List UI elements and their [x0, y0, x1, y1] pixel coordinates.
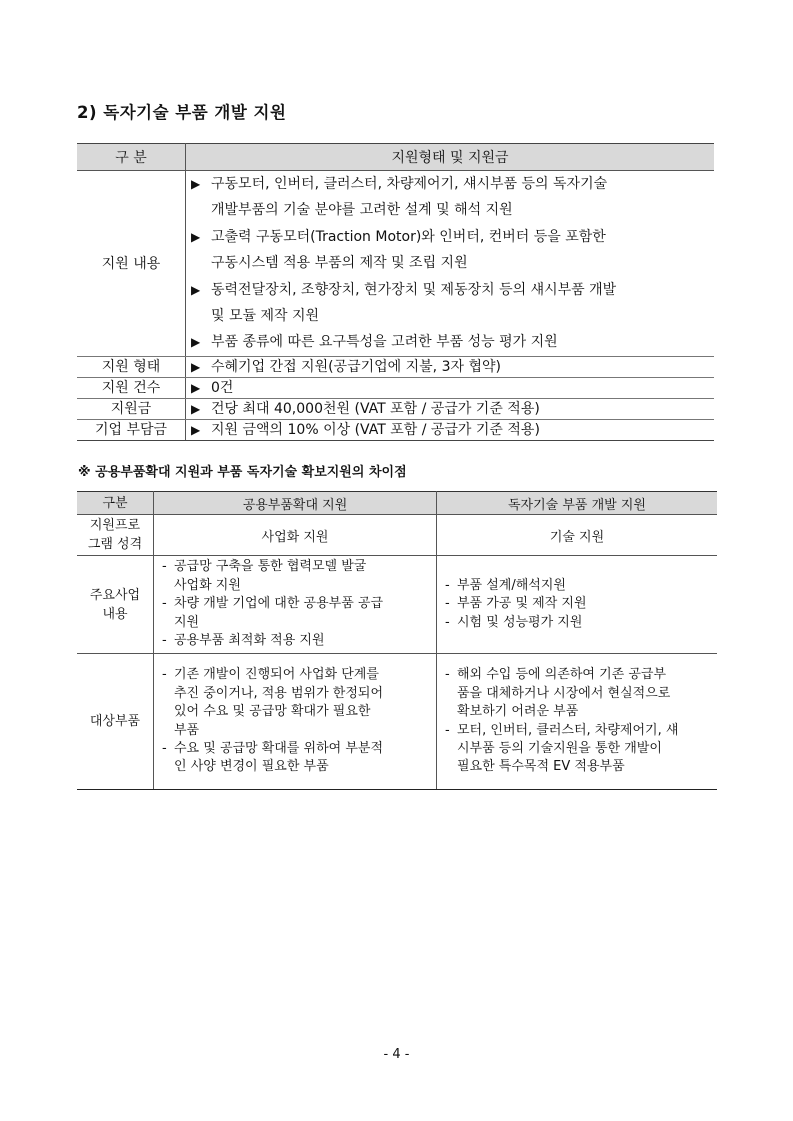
list-item: - 모터, 인버터, 클러스터, 차량제어기, 섀 시부품 등의 기술지원을 통한 개발이 필요한 특수목적 EV 적용부품 [445, 722, 679, 775]
header-proprietary-tech: 독자기술 부품 개발 지원 [437, 492, 718, 515]
cell-common-parts [154, 654, 437, 790]
arrow-bullet-icon: ▶ [191, 229, 201, 244]
header-category: 구분 [77, 492, 154, 515]
arrow-bullet-icon: ▶ [191, 359, 201, 374]
arrow-bullet-icon: ▶ [191, 282, 201, 297]
row-label: 지원금 [77, 398, 186, 419]
page-number: - 4 - [383, 1047, 410, 1062]
section-heading: 2) 독자기술 부품 개발 지원 [77, 103, 287, 122]
arrow-bullet-icon: ▶ [191, 335, 201, 350]
list-item: - 기존 개발이 진행되어 사업화 단계를 추진 중이거나, 적용 범위가 한정되어 있어 수요 및 공급망 확대가 필요한 부품 [162, 667, 384, 738]
row-main-business [77, 556, 717, 654]
row-support-content [77, 171, 714, 357]
row-program-nature [77, 515, 717, 556]
arrow-bullet-icon: ▶ [191, 401, 201, 416]
row-label: 지원 형태 [77, 356, 186, 377]
row-content: ▶ 건당 최대 40,000천원 (VAT 포함 / 공급가 기준 적용) [186, 398, 715, 419]
header-common-parts: 공용부품확대 지원 [154, 492, 437, 515]
bullet-item: ▶ 동력전달장치, 조향장치, 현가장치 및 제동장치 등의 섀시부품 개발 및 모듈 제작 지원 [191, 277, 714, 330]
bullet-item: ▶ 구동모터, 인버터, 클러스터, 차량제어기, 섀시부품 등의 독자기술 개발부품의 기술 분야를 고려한 설계 및 해석 지원 [191, 171, 714, 224]
list-item: - 수요 및 공급망 확대를 위하여 부분적 인 사양 변경이 필요한 부품 [162, 740, 384, 775]
row-target-parts [77, 654, 717, 790]
row-label: 주요사업 내용 [77, 556, 154, 654]
list-item: - 해외 수입 등에 의존하여 기존 공급부 품을 대체하거나 시장에서 현실적으로 확보하기 어려운 부품 [445, 667, 671, 720]
list-item: - 공급망 구축을 통한 협력모델 발굴 사업화 지원 [162, 559, 367, 593]
list-item: - 차량 개발 기업에 대한 공용부품 공급 지원 [162, 596, 384, 630]
cell-proprietary-tech [437, 556, 718, 654]
header-category: 구 분 [77, 144, 186, 171]
cell-common-parts: 사업화 지원 [154, 515, 437, 556]
bullet-item: ▶ 고출력 구동모터(Traction Motor)와 인버터, 컨버터 등을 포함한 구동시스템 적용 부품의 제작 및 조립 지원 [191, 224, 714, 277]
list-item: - 부품 가공 및 제작 지원 [445, 596, 587, 612]
row-support-form [77, 356, 714, 377]
list-item: - 시험 및 성능평가 지원 [445, 614, 583, 630]
row-label: 지원프로 그램 성격 [77, 515, 154, 556]
list-item: - 부품 설계/해석지원 [445, 577, 566, 593]
list-item: - 공용부품 최적화 적용 지원 [162, 633, 325, 649]
support-table [77, 143, 714, 441]
arrow-bullet-icon: ▶ [191, 422, 201, 437]
arrow-bullet-icon: ▶ [191, 380, 201, 395]
comparison-note: ※ 공용부품확대 지원과 부품 독자기술 확보지원의 차이점 [78, 465, 407, 480]
row-content: ▶ 0건 [186, 377, 715, 398]
row-content: ▶ 지원 금액의 10% 이상 (VAT 포함 / 공급가 기준 적용) [186, 419, 715, 440]
row-support-count [77, 377, 714, 398]
row-content [186, 171, 715, 357]
header-support-type: 지원형태 및 지원금 [186, 144, 715, 171]
row-label: 지원 건수 [77, 377, 186, 398]
row-support-amount [77, 398, 714, 419]
comparison-table [77, 491, 717, 790]
comparison-table-header [77, 492, 717, 515]
row-company-share [77, 419, 714, 440]
arrow-bullet-icon: ▶ [191, 177, 201, 191]
support-table-header [77, 144, 714, 171]
cell-proprietary-tech [437, 654, 718, 790]
row-content: ▶ 수혜기업 간접 지원(공급기업에 지불, 3자 협약) [186, 356, 715, 377]
cell-proprietary-tech: 기술 지원 [437, 515, 718, 556]
row-label: 대상부품 [77, 654, 154, 790]
row-label: 지원 내용 [77, 171, 186, 357]
cell-common-parts [154, 556, 437, 654]
row-label: 기업 부담금 [77, 419, 186, 440]
bullet-item: ▶ 부품 종류에 따른 요구특성을 고려한 부품 성능 평가 지원 [191, 329, 714, 355]
